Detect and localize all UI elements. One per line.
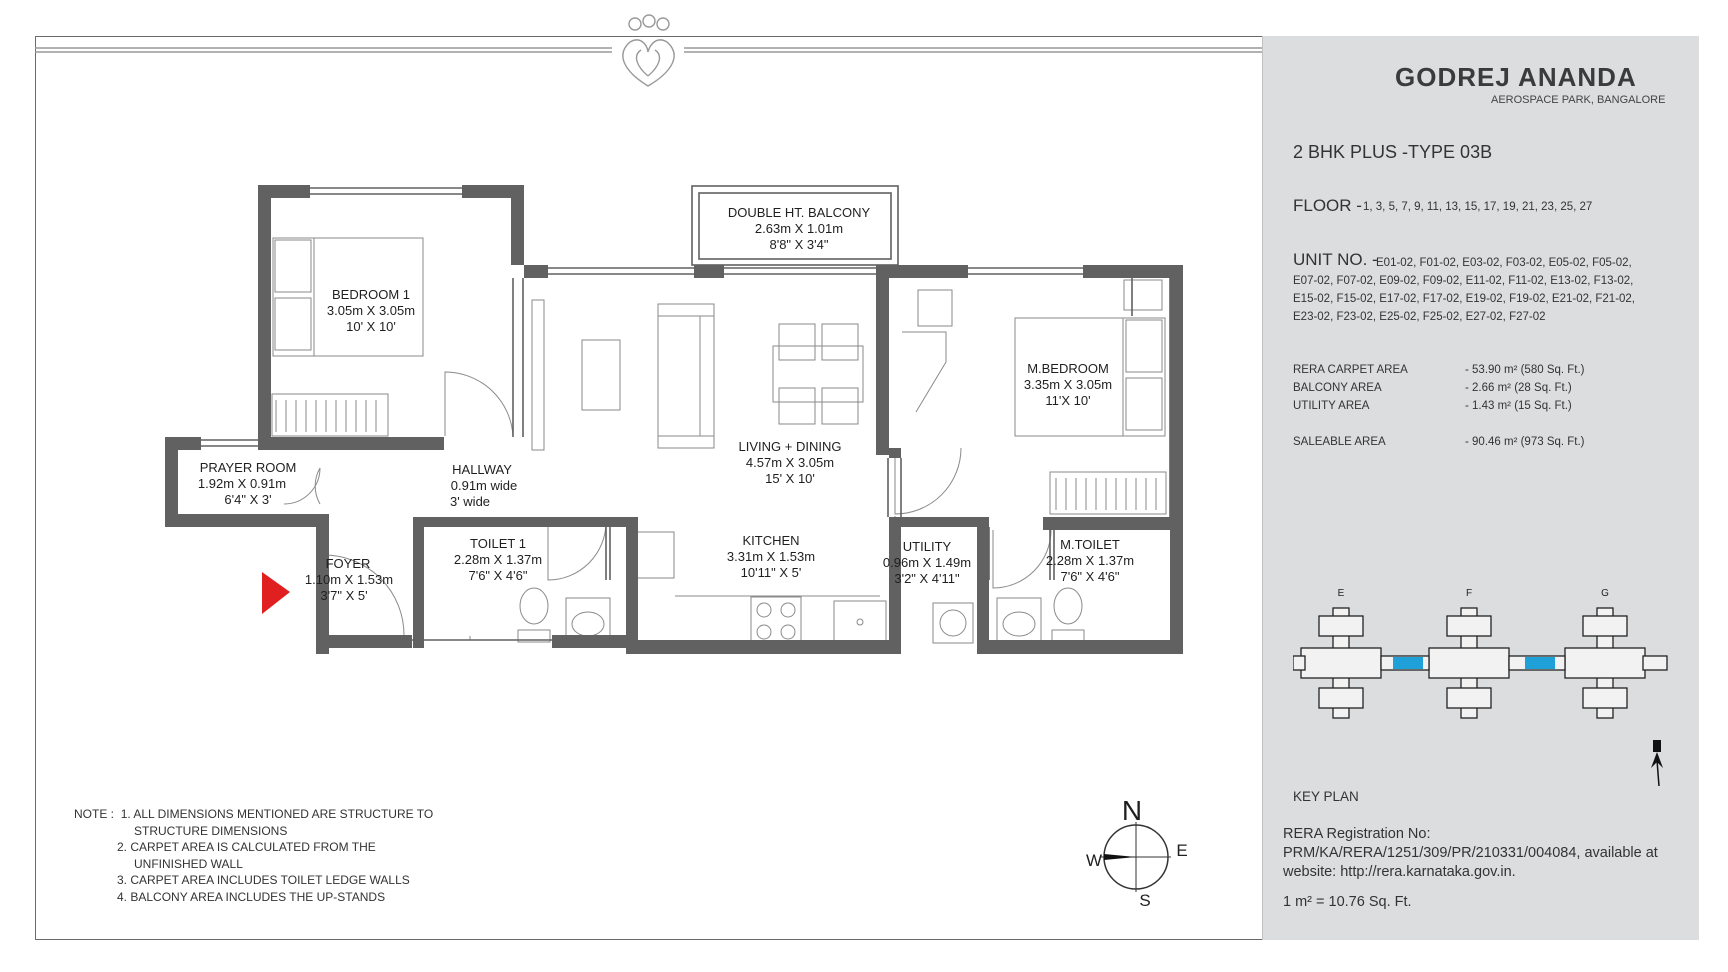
unit-no-label: UNIT NO. - (1293, 250, 1378, 269)
unit-no-line-1: E01-02, F01-02, E03-02, F03-02, E05-02, F05-02, (1376, 257, 1632, 269)
key-plan-map (1293, 588, 1678, 728)
toilet1-imperial: 7'6" X 4'6" (468, 568, 528, 583)
foyer-imperial: 3'7" X 5' (320, 588, 368, 603)
hallway-metric: 0.91m wide (450, 478, 518, 493)
floor-label: FLOOR - (1293, 196, 1362, 215)
living-metric: 4.57m X 3.05m (745, 455, 835, 470)
entry-arrow-icon (262, 572, 290, 614)
compass-east: E (1176, 841, 1188, 860)
mbedroom-name: M.BEDROOM (1027, 361, 1109, 376)
key-plan-tower-g: G (1601, 588, 1609, 599)
key-plan-label: KEY PLAN (1293, 789, 1359, 804)
kitchen-metric: 3.31m X 1.53m (726, 549, 816, 564)
mtoilet-imperial: 7'6" X 4'6" (1060, 569, 1120, 584)
prayer-room-metric: 1.92m X 0.91m (197, 476, 287, 491)
prayer-room-name: PRAYER ROOM (199, 460, 297, 475)
compass-north: N (1121, 795, 1143, 826)
area-value-rera: - 53.90 m² (580 Sq. Ft.) (1465, 364, 1585, 376)
note-1a: 1. ALL DIMENSIONS MENTIONED ARE STRUCTURE TO (120, 807, 434, 821)
toilet1-metric: 2.28m X 1.37m (453, 552, 543, 567)
coffee-table-icon (582, 340, 620, 410)
floor-values: 1, 3, 5, 7, 9, 11, 13, 15, 17, 19, 21, 23, 25, 27 (1363, 201, 1593, 213)
washing-machine-icon (933, 603, 973, 643)
unit-type: 2 BHK PLUS -TYPE 03B (1293, 142, 1493, 162)
key-plan-north-icon (1647, 740, 1667, 786)
balcony-imperial: 8'8" X 3'4" (769, 237, 829, 252)
living-imperial: 15' X 10' (765, 471, 815, 486)
info-panel (1262, 36, 1699, 940)
prayer-room-imperial: 6'4" X 3' (224, 492, 272, 507)
area-label-utility: UTILITY AREA (1293, 400, 1370, 412)
bedroom1-metric: 3.05m X 3.05m (326, 303, 416, 318)
foyer-metric: 1.10m X 1.53m (304, 572, 394, 587)
rera-registration (1283, 825, 1658, 882)
sink-icon (834, 601, 886, 644)
wardrobe-icon (272, 394, 388, 436)
brand-name: GODREJ ANANDA (1395, 62, 1637, 92)
mtoilet-metric: 2.28m X 1.37m (1045, 553, 1135, 568)
north-compass (1086, 795, 1188, 910)
notes-block (74, 806, 433, 906)
rera-line-3: website: http://rera.karnataka.gov.in. (1283, 864, 1516, 880)
key-plan-tower-e: E (1337, 588, 1345, 599)
sofa-icon (658, 304, 714, 448)
area-value-utility: - 1.43 m² (15 Sq. Ft.) (1465, 400, 1572, 412)
key-plan-unit-f (1525, 657, 1555, 669)
unit-conversion: 1 m² = 10.76 Sq. Ft. (1283, 894, 1412, 910)
key-plan-unit-e (1393, 657, 1423, 669)
area-label-balcony: BALCONY AREA (1293, 382, 1382, 394)
compass-west: W (1085, 851, 1103, 870)
note-2a: 2. CARPET AREA IS CALCULATED FROM THE (117, 840, 376, 855)
master-wardrobe-icon (1050, 472, 1166, 514)
bedroom1-imperial: 10' X 10' (346, 319, 396, 334)
utility-metric: 0.96m X 1.49m (882, 555, 972, 570)
rera-line-1: RERA Registration No: (1283, 826, 1431, 842)
note-4: 4. BALCONY AREA INCLUDES THE UP-STANDS (117, 889, 386, 904)
toilet1-name: TOILET 1 (470, 536, 526, 551)
note-2b: UNFINISHED WALL (134, 856, 243, 871)
area-value-saleable: - 90.46 m² (973 Sq. Ft.) (1465, 436, 1585, 448)
hallway-imperial: 3' wide (449, 494, 491, 509)
area-label-rera: RERA CARPET AREA (1293, 364, 1408, 376)
foyer-name: FOYER (325, 556, 371, 571)
compass-south: S (1139, 891, 1151, 910)
key-plan-tower-f: F (1465, 588, 1473, 599)
balcony-name: DOUBLE HT. BALCONY (727, 205, 871, 220)
mbedroom-metric: 3.35m X 3.05m (1023, 377, 1113, 392)
balcony-metric: 2.63m X 1.01m (754, 221, 844, 236)
unit-no-line-2: E07-02, F07-02, E09-02, F09-02, E11-02, F11-02, E13-02, F13-02, (1293, 275, 1634, 287)
kitchen-name: KITCHEN (742, 533, 800, 548)
dining-table-icon (773, 346, 863, 402)
unit-no-line-3: E15-02, F15-02, E17-02, F17-02, E19-02, F19-02, E21-02, F21-02, (1293, 293, 1636, 305)
notes-prefix: NOTE : (74, 807, 115, 821)
note-3: 3. CARPET AREA INCLUDES TOILET LEDGE WALLS (117, 873, 410, 888)
note-1b: STRUCTURE DIMENSIONS (134, 823, 288, 838)
hallway-name: HALLWAY (452, 462, 512, 477)
mtoilet-name: M.TOILET (1060, 537, 1120, 552)
emblem-logo (35, 15, 1262, 86)
utility-imperial: 3'2" X 4'11" (894, 571, 960, 586)
bedroom1-name: BEDROOM 1 (331, 287, 411, 302)
rera-line-2: PRM/KA/RERA/1251/309/PR/210331/004084, available at (1283, 845, 1658, 861)
room-labels (198, 205, 1134, 603)
unit-no-line-4: E23-02, F23-02, E25-02, F25-02, E27-02, F27-02 (1293, 311, 1546, 323)
brand-location: AEROSPACE PARK, BANGALORE (1491, 94, 1666, 106)
mbedroom-imperial: 11'X 10' (1045, 393, 1091, 408)
door-swings (284, 372, 1051, 635)
tv-unit-icon (532, 300, 544, 450)
wc-icon (520, 588, 548, 624)
kitchen-imperial: 10'11" X 5' (740, 565, 802, 580)
area-label-saleable: SALEABLE AREA (1293, 436, 1386, 448)
utility-name: UTILITY (902, 539, 952, 554)
living-name: LIVING + DINING (738, 439, 842, 454)
area-value-balcony: - 2.66 m² (28 Sq. Ft.) (1465, 382, 1572, 394)
